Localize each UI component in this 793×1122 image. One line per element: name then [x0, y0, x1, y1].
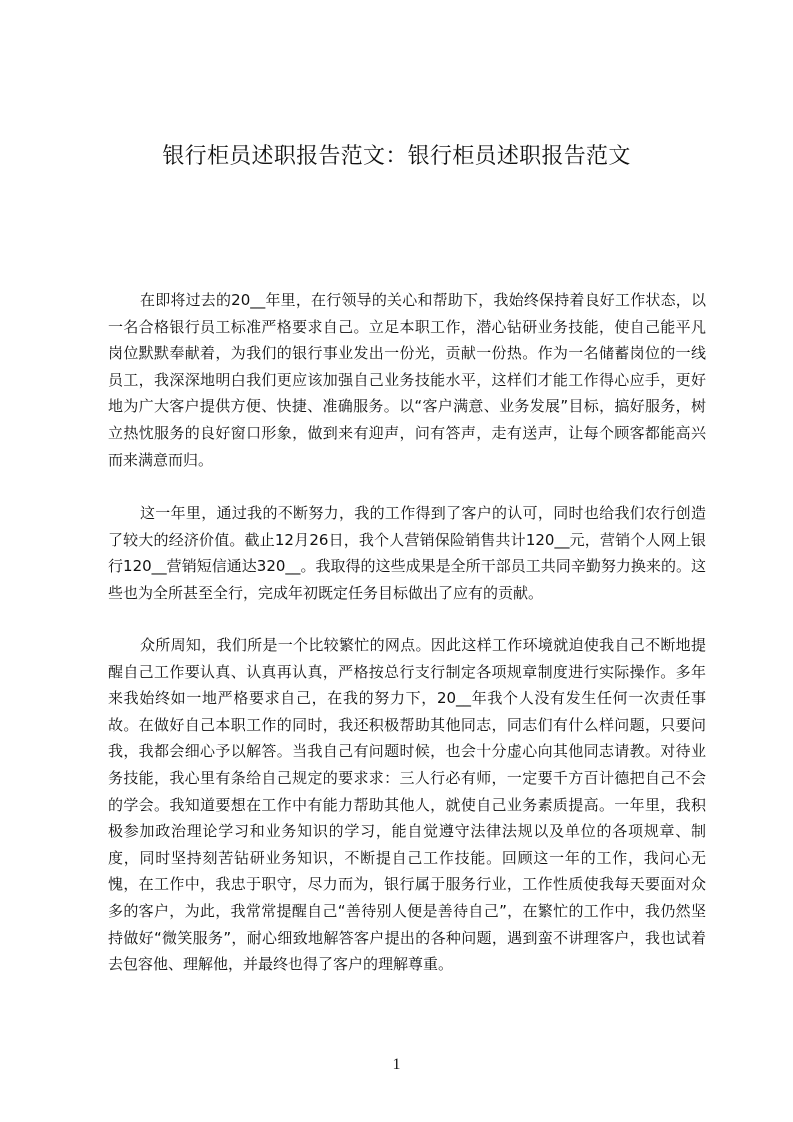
- document-title: 银行柜员述职报告范文：银行柜员述职报告范文: [162, 144, 631, 169]
- body-paragraph-3: 众所周知，我们所是一个比较繁忙的网点。因此这样工作环境就迫使我自己不断地提醒自己工作要认真、认真再认真，严格按总行支行制定各项规章制度进行实际操作。多年来我始终如一地严格要求自己，在我的努力下，20__年我个人没有发生任何一次责任事故。在做好自己本职工作的同时，我还积极帮助其他同志，同志们有什么样问题，只要问我，我都会细心予以解答。当我自己有问题时候，也会十分虚心向其他同志请教。对待业务技能，我心里有条给自己规定的要求求：三人行必有师，一定要千方百计德把自己不会的学会。我知道要想在工作中有能力帮助其他人，就使自己业务素质提高。一年里，我积极参加政治理论学习和业务知识的学习，能自觉遵守法律法规以及单位的各项规章、制度，同时坚持刻苦钻研业务知识，不断提自己工作技能。回顾这一年的工作，我问心无愧，在工作中，我忠于职守，尽力而为，银行属于服务行业，工作性质使我每天要面对众多的客户，为此，我常常提醒自己“善待别人便是善待自己”，在繁忙的工作中，我仍然坚持做好“微笑服务”，耐心细致地解答客户提出的各种问题，遇到蛮不讲理客户，我也试着去包容他、理解他，并最终也得了客户的理解尊重。: [108, 636, 706, 974]
- page-number: 1: [392, 1056, 401, 1073]
- body-paragraph-1: 在即将过去的20__年里，在行领导的关心和帮助下，我始终保持着良好工作状态，以一名合格银行员工标准严格要求自己。立足本职工作，潜心钻研业务技能，使自己能平凡岗位默默奉献着，为我们的银行事业发出一份光，贡献一份热。作为一名储蓄岗位的一线员工，我深深地明白我们更应该加强自己业务技能水平，这样们才能工作得心应手，更好地为广大客户提供方便、快捷、准确服务。以“客户满意、业务发展”目标，搞好服务，树立热忱服务的良好窗口形象，做到来有迎声，问有答声，走有送声，让每个顾客都能高兴而来满意而归。: [108, 291, 706, 469]
- body-paragraph-2: 这一年里，通过我的不断努力，我的工作得到了客户的认可，同时也给我们农行创造了较大的经济价值。截止12月26日，我个人营销保险销售共计120__元，营销个人网上银行120__营销短信通达320__。我取得的这些成果是全所干部员工共同辛勤努力换来的。这些也为全所甚至全行，完成年初既定任务目标做出了应有的贡献。: [108, 504, 706, 602]
